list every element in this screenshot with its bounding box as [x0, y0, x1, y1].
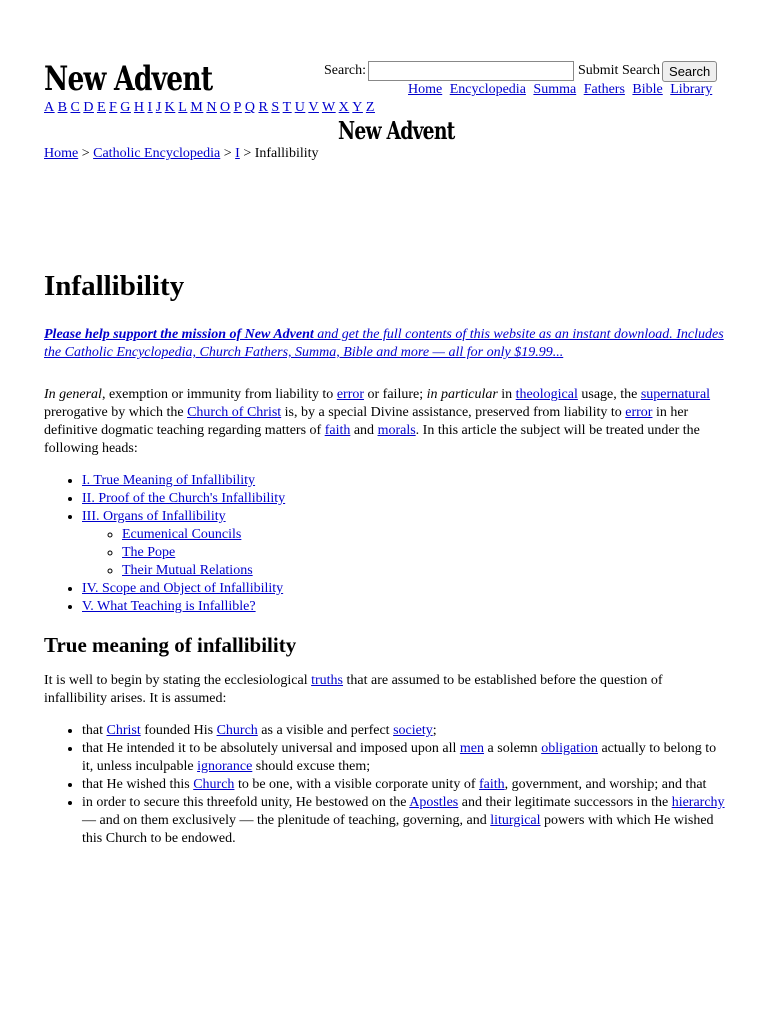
- alphabet-link-r[interactable]: R: [258, 100, 269, 115]
- text: founded His: [140, 723, 217, 738]
- toc-link-scope[interactable]: IV. Scope and Object of Infallibility: [82, 581, 284, 596]
- text: a solemn: [484, 741, 542, 756]
- toc-link-what-teaching[interactable]: V. What Teaching is Infallible?: [82, 599, 256, 614]
- alphabet-link-a[interactable]: A: [44, 100, 55, 115]
- breadcrumb-home[interactable]: Home: [44, 146, 79, 161]
- site-logo[interactable]: New Advent: [44, 59, 213, 99]
- toc-item: [82, 472, 728, 490]
- text: It is well to begin by stating the ecclesiological: [44, 673, 312, 688]
- alphabet-link-p[interactable]: P: [233, 100, 242, 115]
- alphabet-link-u[interactable]: U: [294, 100, 306, 115]
- link-error[interactable]: error: [336, 387, 365, 402]
- support-link-text: and get the full contents of this website as an instant download. Includes the Catholic Encyclopedia, Church Fathers, Summa, Bible and more — all for only $19.99...: [44, 327, 724, 360]
- breadcrumb-encyclopedia[interactable]: Catholic Encyclopedia: [93, 146, 221, 161]
- link-morals[interactable]: morals: [377, 423, 416, 438]
- text: ;: [432, 723, 437, 738]
- alphabet-link-g[interactable]: G: [120, 100, 131, 115]
- link-error[interactable]: error: [625, 405, 653, 420]
- text: — and on them exclusively — the plenitude of teaching, governing, and: [82, 813, 491, 828]
- alphabet-link-i[interactable]: I: [147, 100, 153, 115]
- alphabet-link-t[interactable]: T: [282, 100, 292, 115]
- text: , government, and worship; and that: [504, 777, 707, 792]
- assumptions-list: [44, 722, 728, 848]
- text: in order to secure this threefold unity, He bestowed on the: [82, 795, 410, 810]
- search-input[interactable]: [368, 61, 574, 81]
- alphabet-link-x[interactable]: X: [338, 100, 350, 115]
- text: , exemption or immunity from liability to: [101, 387, 337, 402]
- toc-link-the-pope[interactable]: The Pope: [122, 545, 176, 560]
- link-society[interactable]: society: [393, 723, 433, 738]
- page-title: Infallibility: [44, 270, 185, 302]
- text: prerogative by which the: [44, 405, 188, 420]
- submit-search-label: Submit Search: [577, 63, 661, 78]
- table-of-contents: [44, 472, 728, 616]
- text: as a visible and perfect: [257, 723, 394, 738]
- alphabet-link-o[interactable]: O: [219, 100, 231, 115]
- alphabet-link-l[interactable]: L: [178, 100, 188, 115]
- article-content: [44, 326, 728, 848]
- alphabet-link-k[interactable]: K: [164, 100, 176, 115]
- list-item: [82, 722, 728, 740]
- text: in her definitive dogmatic teaching regarding matters of: [44, 405, 689, 438]
- toc-link-proof[interactable]: II. Proof of the Church's Infallibility: [82, 491, 286, 506]
- text: in: [497, 387, 516, 402]
- text: that He wished this: [82, 777, 194, 792]
- alphabet-link-c[interactable]: C: [70, 100, 81, 115]
- breadcrumb-letter[interactable]: I: [235, 146, 240, 161]
- search-button[interactable]: Search: [662, 61, 717, 82]
- text: powers with which He wished this Church to be endowed.: [82, 813, 714, 846]
- link-theological[interactable]: theological: [515, 387, 578, 402]
- text: actually to belong to it, unless inculpable: [82, 741, 717, 774]
- nav-fathers[interactable]: Fathers: [583, 82, 625, 97]
- link-apostles[interactable]: Apostles: [409, 795, 459, 810]
- alphabet-link-e[interactable]: E: [96, 100, 106, 115]
- text: in particular: [426, 387, 498, 402]
- search-form: [324, 60, 717, 82]
- text: that He intended it to be absolutely universal and imposed upon all: [82, 741, 460, 756]
- alphabet-link-d[interactable]: D: [83, 100, 94, 115]
- breadcrumb-current: Infallibility: [254, 146, 319, 161]
- link-church[interactable]: Church: [193, 777, 235, 792]
- text: and their legitimate successors in the: [458, 795, 672, 810]
- nav-home[interactable]: Home: [408, 82, 443, 97]
- alphabet-link-w[interactable]: W: [321, 100, 336, 115]
- toc-sublist: [82, 526, 728, 580]
- search-label: Search:: [324, 63, 366, 78]
- alphabet-link-z[interactable]: Z: [365, 100, 375, 115]
- text: or failure;: [364, 387, 427, 402]
- text: In general: [44, 387, 102, 402]
- breadcrumb: [44, 146, 319, 162]
- text: that: [82, 723, 107, 738]
- support-link[interactable]: [44, 326, 728, 362]
- alphabet-link-s[interactable]: S: [271, 100, 280, 115]
- nav-encyclopedia[interactable]: Encyclopedia: [449, 82, 526, 97]
- toc-subitem: [122, 526, 728, 544]
- breadcrumb-separator: >: [239, 146, 255, 161]
- text: usage, the: [577, 387, 641, 402]
- toc-link-mutual-relations[interactable]: Their Mutual Relations: [122, 563, 253, 578]
- toc-link-ecumenical-councils[interactable]: Ecumenical Councils: [122, 527, 242, 542]
- section-paragraph: [44, 672, 728, 708]
- link-faith[interactable]: faith: [324, 423, 351, 438]
- toc-link-organs[interactable]: III. Organs of Infallibility: [82, 509, 226, 524]
- toc-link-true-meaning[interactable]: I. True Meaning of Infallibility: [82, 473, 256, 488]
- toc-subitem: [122, 544, 728, 562]
- link-hierarchy[interactable]: hierarchy: [671, 795, 725, 810]
- link-liturgical[interactable]: liturgical: [490, 813, 541, 828]
- nav-bible[interactable]: Bible: [632, 82, 663, 97]
- link-men[interactable]: men: [459, 741, 485, 756]
- text: and: [350, 423, 378, 438]
- text: is, by a special Divine assistance, preserved from liability to: [281, 405, 626, 420]
- text: . In this article the subject will be treated under the following heads:: [44, 423, 700, 456]
- link-faith[interactable]: faith: [479, 777, 505, 792]
- list-item: [82, 740, 728, 776]
- breadcrumb-separator: >: [220, 146, 236, 161]
- intro-paragraph: [44, 386, 728, 458]
- link-supernatural[interactable]: supernatural: [640, 387, 711, 402]
- text: to be one, with a visible corporate unity of: [234, 777, 479, 792]
- link-truths[interactable]: truths: [311, 673, 343, 688]
- toc-item: [82, 598, 728, 616]
- nav-summa[interactable]: Summa: [533, 82, 577, 97]
- link-christ[interactable]: Christ: [106, 723, 141, 738]
- link-ignorance[interactable]: ignorance: [197, 759, 253, 774]
- text: should excuse them;: [252, 759, 371, 774]
- toc-item: [82, 508, 728, 580]
- alphabet-link-q[interactable]: Q: [244, 100, 256, 115]
- link-church[interactable]: Church: [216, 723, 258, 738]
- alphabet-link-b[interactable]: B: [57, 100, 68, 115]
- alphabet-link-y[interactable]: Y: [352, 100, 363, 115]
- toc-item: [82, 490, 728, 508]
- list-item: [82, 794, 728, 848]
- alphabet-link-h[interactable]: H: [133, 100, 145, 115]
- alphabet-link-f[interactable]: F: [109, 100, 118, 115]
- link-obligation[interactable]: obligation: [541, 741, 598, 756]
- nav-library[interactable]: Library: [670, 82, 713, 97]
- alphabet-link-n[interactable]: N: [206, 100, 217, 115]
- site-logo-small[interactable]: New Advent: [338, 116, 455, 145]
- support-link-bold: Please help support the mission of New Advent: [44, 327, 314, 342]
- top-nav: [408, 82, 716, 98]
- link-church-of-christ[interactable]: Church of Christ: [187, 405, 282, 420]
- section-heading: True meaning of infallibility: [44, 633, 297, 657]
- alphabet-link-v[interactable]: V: [308, 100, 319, 115]
- list-item: [82, 776, 728, 794]
- toc-subitem: [122, 562, 728, 580]
- alphabet-nav: [44, 100, 378, 116]
- alphabet-link-m[interactable]: M: [190, 100, 204, 115]
- breadcrumb-separator: >: [78, 146, 94, 161]
- alphabet-link-j[interactable]: J: [155, 100, 162, 115]
- toc-item: [82, 580, 728, 598]
- text: that are assumed to be established before the question of infallibility arises. It is assumed:: [44, 673, 663, 706]
